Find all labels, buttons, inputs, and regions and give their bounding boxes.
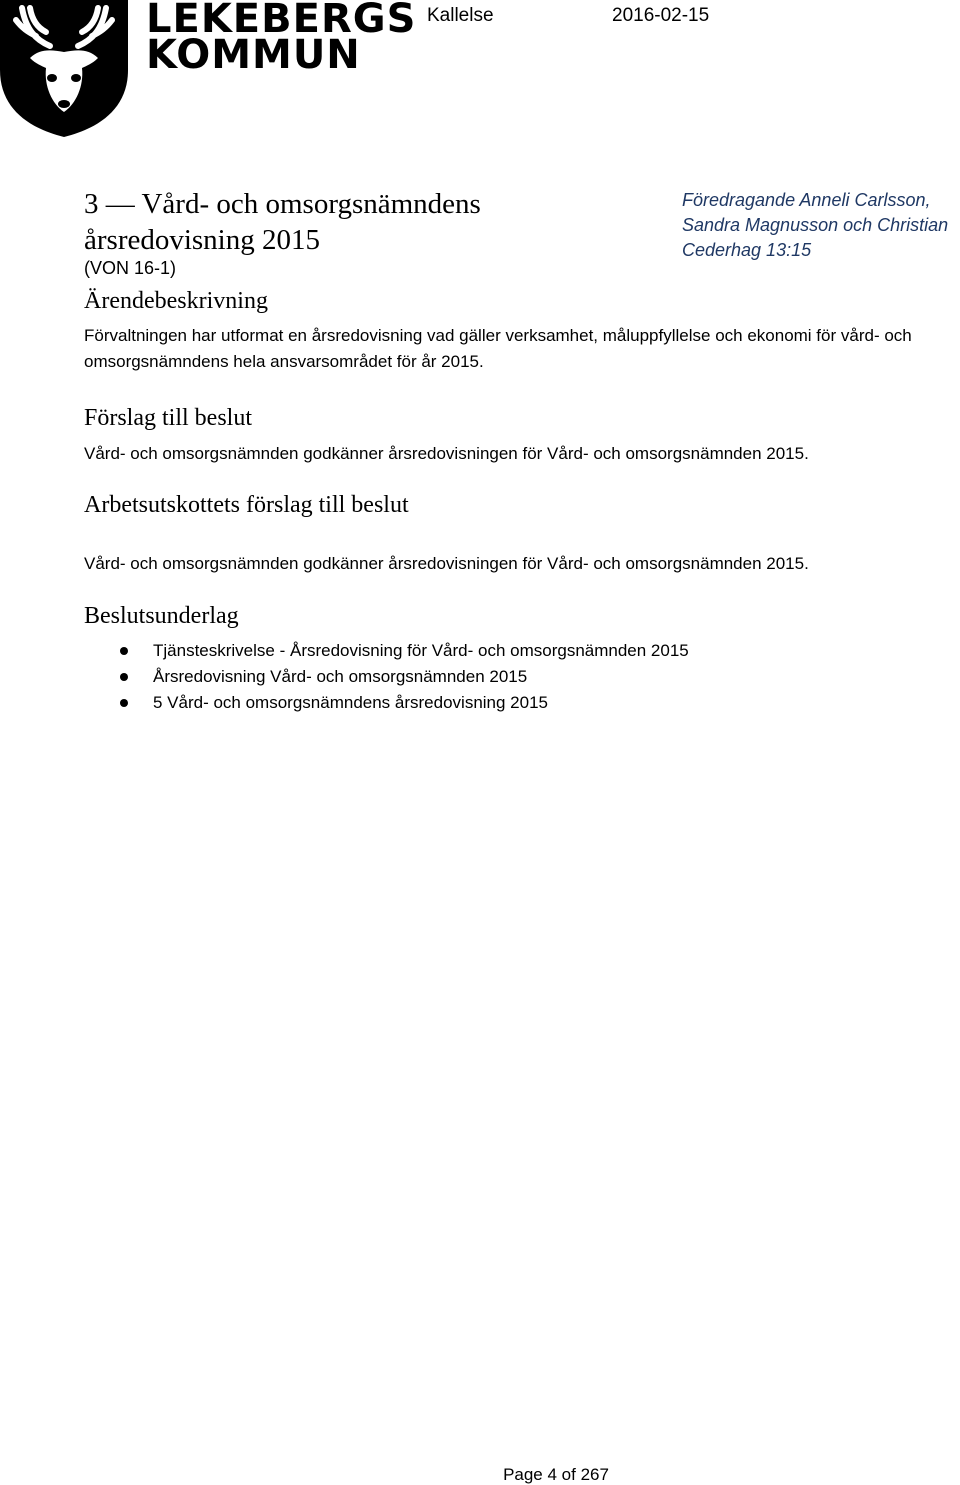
committee-heading: Arbetsutskottets förslag till beslut: [84, 492, 409, 518]
proposal-text: Vård- och omsorgsnämnden godkänner årsredovisningen för Vård- och omsorgsnämnden 2015.: [84, 444, 809, 463]
presenters: Föredragande Anneli Carlsson, Sandra Magnusson och Christian Cederhag 13:15: [682, 190, 949, 260]
municipality-logo: [0, 0, 417, 140]
case-number: (VON 16-1): [84, 258, 177, 278]
document-label: 5 Vård- och omsorgsnämndens årsredovisning 2015: [153, 693, 549, 712]
page-number: Page 4 of 267: [503, 1465, 609, 1484]
item-title: 3 — Vård- och omsorgsnämndens årsredovisning 2015: [84, 188, 481, 256]
bullet-icon: [120, 673, 128, 681]
documents-heading: Beslutsunderlag: [84, 603, 239, 629]
org-name-line2: KOMMUN: [146, 32, 361, 78]
document-label: Årsredovisning Vård- och omsorgsnämnden 2015: [153, 667, 528, 686]
document-date: 2016-02-15: [612, 5, 710, 26]
bullet-icon: [120, 699, 128, 707]
description-heading: Ärendebeskrivning: [84, 288, 268, 314]
documents-list: [120, 638, 689, 716]
committee-text: Vård- och omsorgsnämnden godkänner årsredovisningen för Vård- och omsorgsnämnden 2015.: [84, 554, 809, 573]
proposal-heading: Förslag till beslut: [84, 405, 252, 431]
list-item: [120, 638, 689, 664]
list-item: [120, 664, 689, 690]
document-type: Kallelse: [427, 5, 494, 26]
deer-crest-icon: [0, 0, 130, 138]
description-text: Förvaltningen har utformat en årsredovisning vad gäller verksamhet, måluppfyllelse och ekonomi för vård- och omsorgsnämndens hela ansvarsområdet för år 2015.: [84, 326, 912, 371]
list-item: [120, 690, 689, 716]
org-name-line1: LEKEBERGS: [146, 0, 417, 42]
document-label: Tjänsteskrivelse - Årsredovisning för Vård- och omsorgsnämnden 2015: [153, 641, 689, 660]
bullet-icon: [120, 647, 128, 655]
